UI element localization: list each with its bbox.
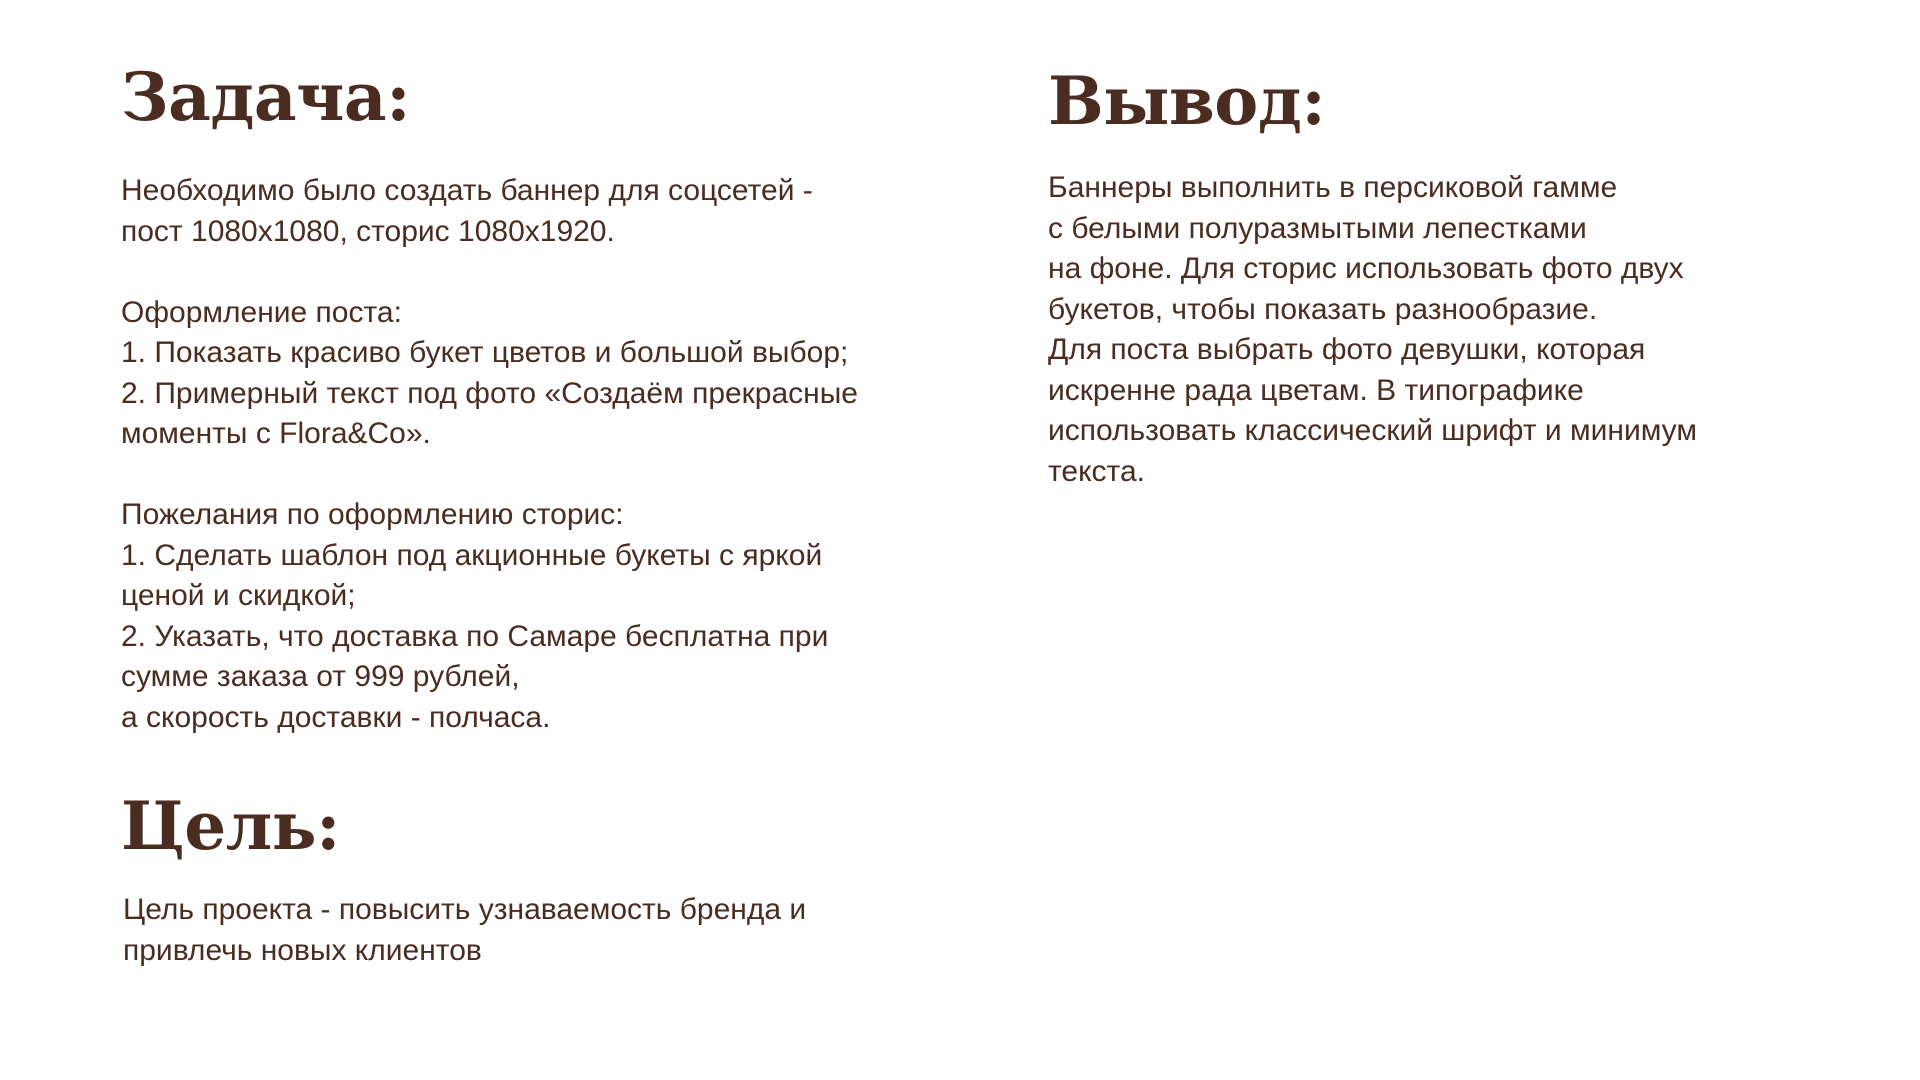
result-description [1048,168,1697,492]
goal-line: Цель проекта - повысить узнаваемость бренда и [123,893,807,926]
result-line: Баннеры выполнить в персиковой гамме [1048,171,1618,204]
result-heading: Вывод: [1048,62,1326,140]
task-line: Необходимо было создать баннер для соцсетей - [121,174,813,207]
task-heading: Задача: [121,58,411,136]
task-line: ценой и скидкой; [121,579,356,612]
task-line: Оформление поста: [121,295,402,329]
task-line: 2. Указать, что доставка по Самаре бесплатна при [121,619,829,653]
result-line: букетов, чтобы показать разнообразие. [1048,292,1598,326]
result-line: с белыми полуразмытыми лепестками [1048,211,1587,245]
task-line: 2. Примерный текст под фото «Создаём прекрасные [121,376,858,410]
task-line: Пожелания по оформлению сторис: [121,498,624,531]
task-line: пост 1080х1080, сторис 1080х1920. [121,214,615,248]
result-line: Для поста выбрать фото девушки, которая [1048,333,1646,366]
task-line [121,455,858,496]
result-line: использовать классический шрифт и минимум [1048,414,1697,447]
goal-line: привлечь новых клиентов [123,933,482,967]
task-line: 1. Сделать шаблон под акционные букеты с яркой [121,538,823,572]
goal-description [123,890,806,971]
result-line: на фоне. Для сторис использовать фото двух [1048,252,1684,285]
task-line: а скорость доставки - полчаса. [121,700,551,734]
task-line: сумме заказа от 999 рублей, [121,660,520,693]
task-description [121,171,858,738]
task-line: 1. Показать красиво букет цветов и большой выбор; [121,336,849,369]
task-line [121,252,858,293]
result-line: текста. [1048,454,1145,488]
result-line: искренне рада цветам. В типографике [1048,373,1584,407]
task-line: моменты с Flora&Co». [121,417,431,450]
goal-heading: Цель: [121,787,340,865]
